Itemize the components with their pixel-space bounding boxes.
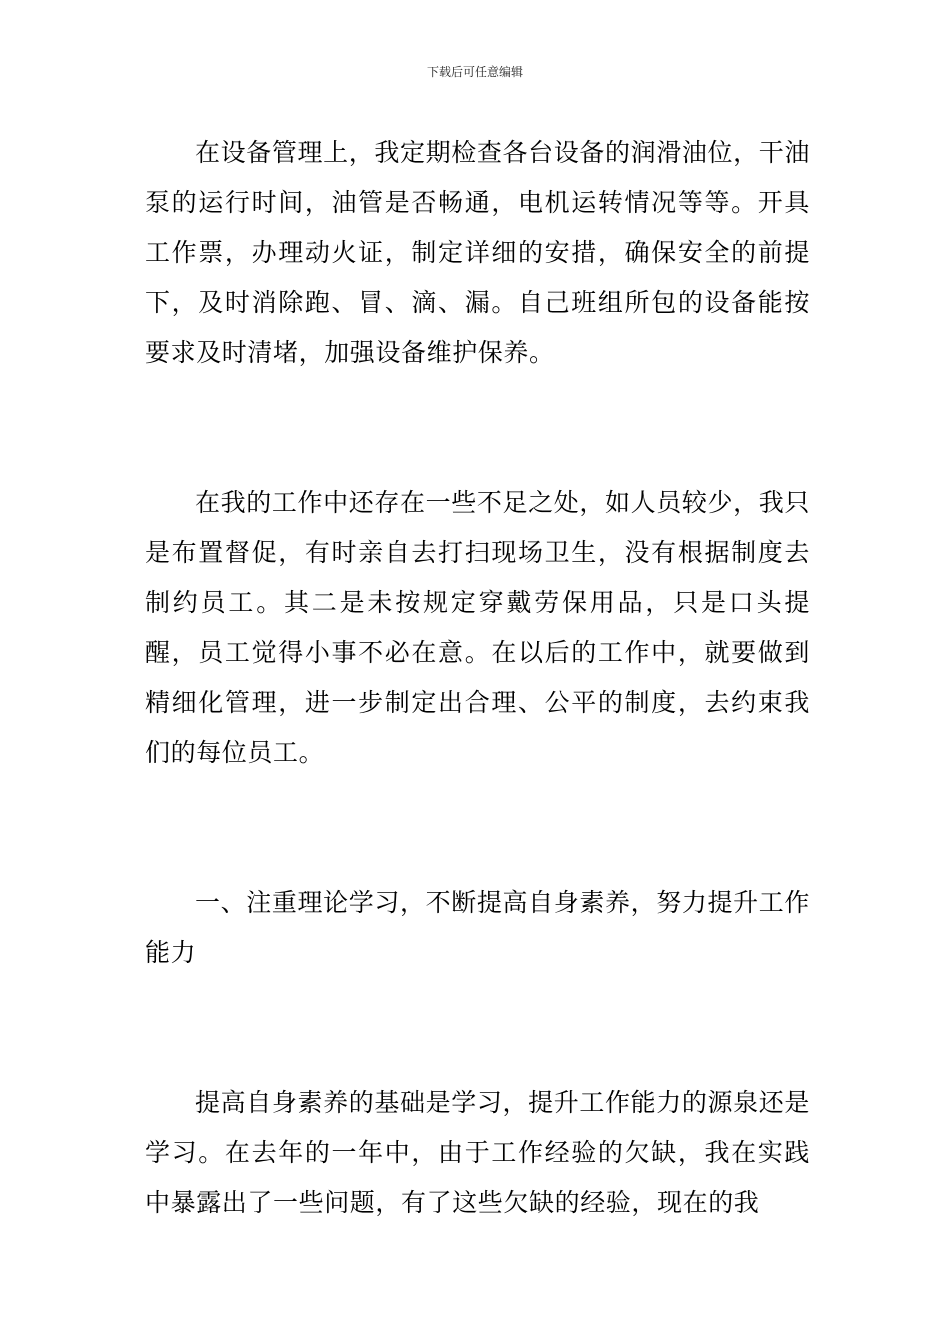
paragraph-shortcomings: 在我的工作中还存在一些不足之处，如人员较少，我只是布置督促，有时亲自去打扫现场卫生，没有根据制度去制约员工。其二是未按规定穿戴劳保用品，只是口头提醒，员工觉得小事不必在意。在以后的工作中，就要做到精细化管理，进一步制定出合理、公平的制度，去约束我们的每位员工。 — [145, 488, 810, 767]
paragraph-equipment-management: 在设备管理上，我定期检查各台设备的润滑油位，干油泵的运行时间，油管是否畅通，电机运转情况等等。开具工作票，办理动火证，制定详细的安措，确保安全的前提下，及时消除跑、冒、滴、漏。自己班组所包的设备能按要求及时清堵，加强设备维护保养。 — [145, 138, 810, 367]
section-heading-theory-study: 一、注重理论学习，不断提高自身素养，努力提升工作能力 — [145, 888, 810, 967]
page-header: 下载后可任意编辑 — [426, 65, 523, 79]
paragraph-learning: 提高自身素养的基础是学习，提升工作能力的源泉还是学习。在去年的一年中，由于工作经验的欠缺，我在实践中暴露出了一些问题，有了这些欠缺的经验，现在的我 — [145, 1088, 810, 1217]
document-body — [145, 128, 810, 1228]
